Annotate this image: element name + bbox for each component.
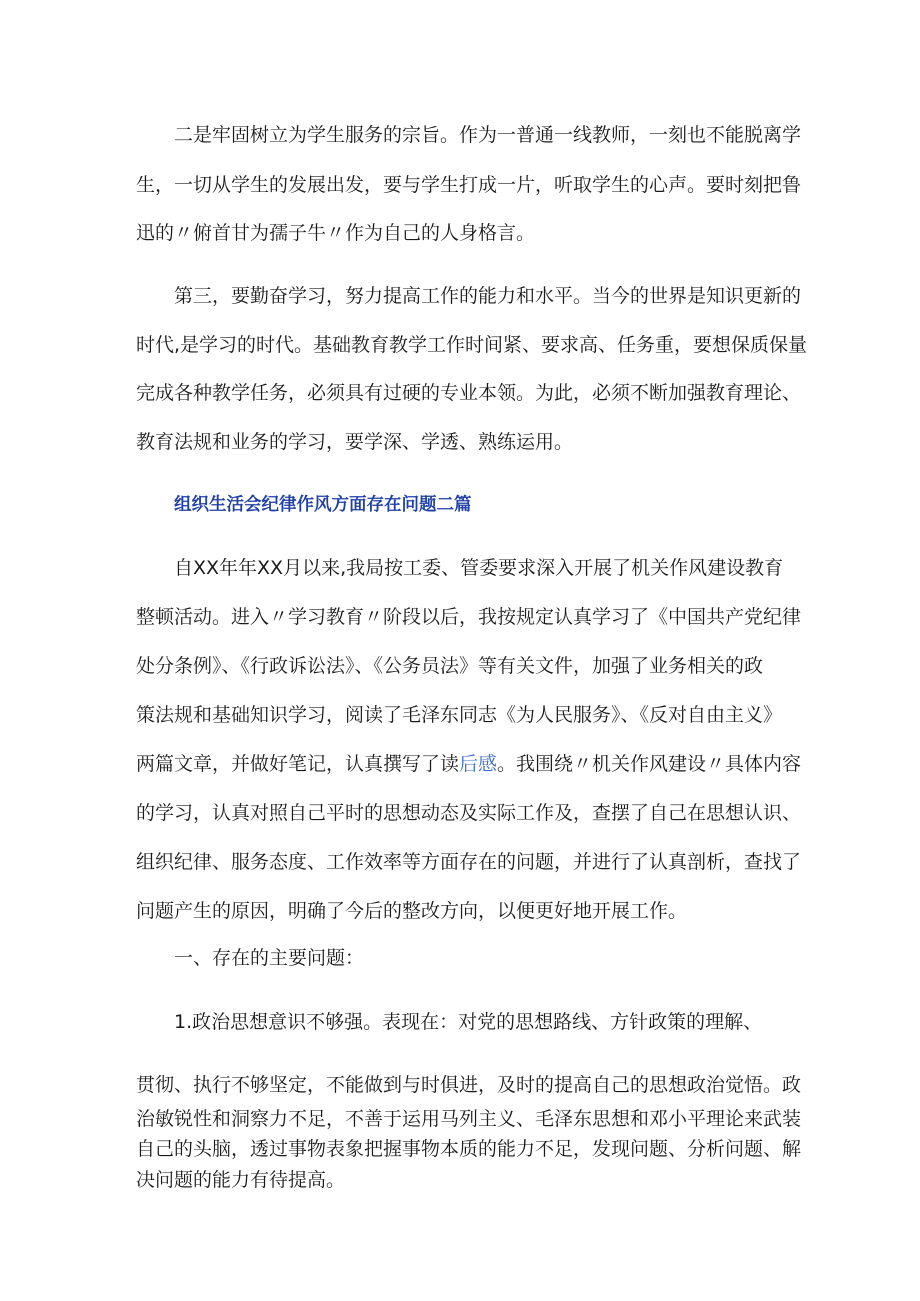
section-title: 一、存在的主要问题： — [174, 947, 365, 969]
paragraph-line: 时代,是学习的时代。基础教育教学工作时间紧、要求高、任务重，要想保质保量 — [136, 334, 808, 356]
paragraph-line: 迅的〃俯首甘为孺子牛〃作为自己的人身格言。 — [136, 222, 536, 244]
paragraph-line: 自XX年年XX月以来,我局按工委、管委要求深入开展了机关作风建设教育 — [174, 557, 784, 579]
paragraph-line: 处分条例》、《行政诉讼法》、《公务员法》等有关文件，加强了业务相关的政 — [136, 655, 764, 677]
paragraph-line: 的学习，认真对照自己平时的思想动态及实际工作及，查摆了自己在思想认识、 — [136, 802, 802, 824]
paragraph-line: 组织纪律、服务态度、工作效率等方面存在的问题，并进行了认真剖析，查找了 — [136, 851, 802, 873]
paragraph-line: 问题产生的原因，明确了今后的整改方向，以便更好地开展工作。 — [136, 900, 688, 922]
paragraph-line: 策法规和基础知识学习，阅读了毛泽东同志《为人民服务》、《反对自由主义》 — [136, 704, 783, 726]
paragraph-line: 第三，要勤奋学习，努力提高工作的能力和水平。当今的世界是知识更新的 — [174, 285, 802, 307]
inline-link[interactable]: 后感 — [459, 753, 498, 775]
paragraph-line: 治敏锐性和洞察力不足，不善于运用马列主义、毛泽东思想和邓小平理论来武装 — [136, 1108, 802, 1130]
line-text: 。我围绕〃机关作风建设〃具体内容 — [497, 753, 802, 775]
paragraph-line: 生，一切从学生的发展出发，要与学生打成一片，听取学生的心声。要时刻把鲁 — [136, 174, 802, 196]
paragraph-line: 教育法规和业务的学习，要学深、学透、熟练运用。 — [136, 431, 574, 453]
paragraph-line: 决问题的能力有待提高。 — [136, 1169, 346, 1191]
paragraph-line: 贯彻、执行不够坚定，不能做到与时俱进，及时的提高自己的思想政治觉悟。政 — [136, 1074, 802, 1096]
paragraph-line: 整顿活动。进入〃学习教育〃阶段以后，我按规定认真学习了《中国共产党纪律 — [136, 606, 802, 628]
section-heading: 组织生活会纪律作风方面存在问题二篇 — [174, 495, 472, 515]
paragraph-line: 完成各种教学任务，必须具有过硬的专业本领。为此，必须不断加强教育理论、 — [136, 382, 802, 404]
paragraph-line: 自己的头脑，透过事物表象把握事物本质的能力不足，发现问题、分析问题、解 — [136, 1138, 802, 1160]
paragraph-line — [136, 752, 801, 776]
line-text: 两篇文章，并做好笔记，认真撰写了读 — [136, 753, 460, 775]
paragraph-line: 二是牢固树立为学生服务的宗旨。作为一普通一线教师，一刻也不能脱离学 — [174, 124, 802, 146]
list-item: 1.政治思想意识不够强。表现在：对党的思想路线、方针政策的理解、 — [174, 1011, 763, 1033]
